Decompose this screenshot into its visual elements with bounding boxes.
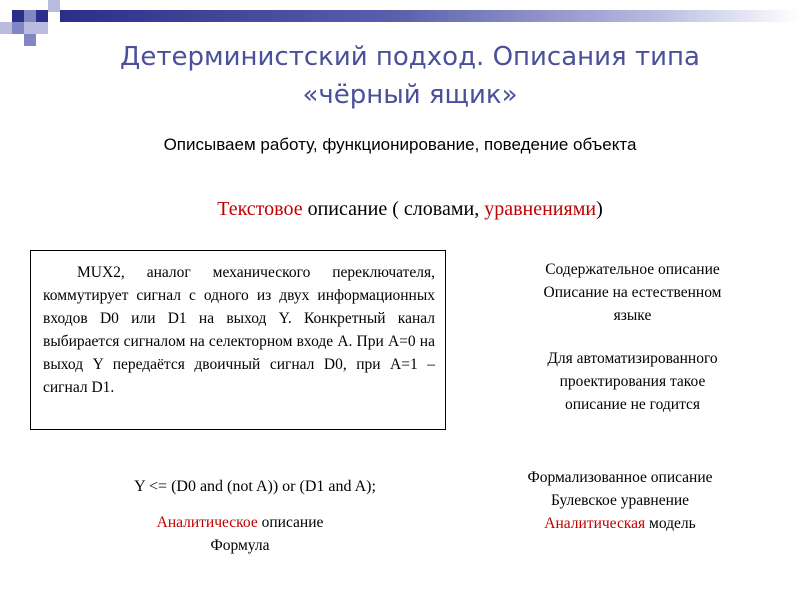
analytic-rest: описание — [257, 514, 324, 531]
decor-square — [0, 22, 12, 34]
content-description-note — [505, 258, 760, 327]
mux-description-box — [30, 250, 446, 430]
automation-note — [505, 347, 760, 416]
formal-note-rest: модель — [645, 515, 696, 532]
formal-note-line3 — [490, 512, 750, 535]
slide-title-line2: «чёрный ящик» — [302, 80, 518, 110]
analytic-description-label — [110, 511, 370, 557]
mux-description-text: MUX2, аналог механического переключателя, коммутирует сигнал с одного из двух информационных входов D0 или D1 на выход Y. Конкретный канал выбирается сигналом на селекторном входе A. При A=0 на выход Y передаётся двоичный сигнал D0, при A=1 – сигнал D1. — [43, 264, 435, 396]
slide-title-line1: Детерминистский подход. Описания типа — [120, 42, 700, 72]
formal-note-line2: Булевское уравнение — [550, 492, 690, 509]
text-description-red-word2: уравнениями — [484, 198, 597, 220]
text-description-middle: описание ( словами, — [302, 198, 485, 220]
content-note-line1: Содержательное описание — [545, 261, 720, 278]
content-note-line2: Описание на естественном — [543, 284, 722, 301]
automation-note-line3: описание не годится — [564, 396, 701, 413]
decor-square — [36, 10, 48, 22]
boolean-formula: Y <= (D0 and (not A)) or (D1 and A); — [134, 478, 376, 495]
content-note-line3: языке — [613, 307, 652, 324]
decor-square — [24, 34, 36, 46]
decor-square — [12, 10, 24, 22]
formal-note-red-word: Аналитическая — [544, 515, 646, 532]
formal-description-note — [490, 466, 750, 535]
decor-square — [36, 22, 48, 34]
text-description-red-word: Текстовое — [217, 198, 303, 220]
slide-title — [60, 38, 760, 114]
decor-square — [24, 10, 36, 22]
text-description-end: ) — [596, 198, 603, 220]
analytic-description-line2: Формула — [210, 537, 270, 554]
text-description-heading — [120, 198, 700, 221]
automation-note-line2: проектирования такое — [559, 373, 706, 390]
slide-subtitle: Описываем работу, функционирование, поведение объекта — [163, 135, 637, 154]
decor-square — [12, 22, 24, 34]
header-gradient-bar — [60, 10, 800, 22]
decor-square — [48, 0, 60, 12]
analytic-red-word: Аналитическое — [156, 514, 258, 531]
automation-note-line1: Для автоматизированного — [547, 350, 718, 367]
formal-note-line1: Формализованное описание — [527, 469, 713, 486]
decor-square — [24, 22, 36, 34]
analytic-description-line1 — [110, 511, 370, 534]
